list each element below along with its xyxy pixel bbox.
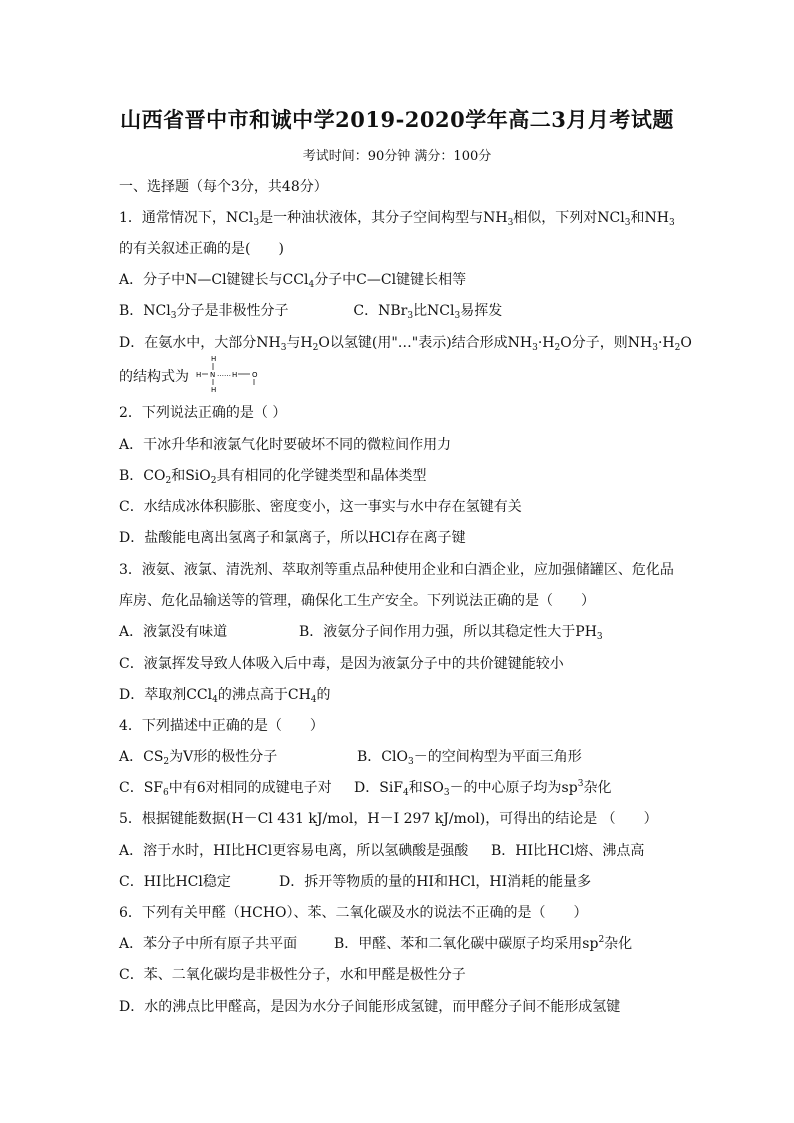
struct-n: N — [210, 371, 216, 379]
struct-hbond-dots: …… — [217, 370, 231, 378]
q4-option-a-b: A．$CS_2$为V形的极性分子 B．ClO$_3$－的空间构型为平面三角形 — [119, 749, 582, 767]
q3-option-a-b: A．液氯没有味道 B．液氨分子间作用力强，所以其稳定性大于$PH_3$ — [119, 624, 603, 642]
q3-stem: 3．液氨、液氯、清洗剂、萃取剂等重点品种使用企业和白酒企业，应加强储罐区、危化品 — [119, 562, 674, 578]
struct-h-left: H — [196, 371, 202, 379]
q6-stem: 6．下列有关甲醛（HCHO）、苯、二氧化碳及水的说法不正确的是（ ） — [119, 905, 588, 921]
q3-stem-2: 库房、危化品输送等的管理，确保化工生产安全。下列说法正确的是（ ） — [119, 593, 595, 609]
q4-option-c-d: C．$SF_6$中有6对相同的成键电子对 D．SiF$_4$和$SO_3-$的中心原子均为$sp^3$杂化 — [119, 779, 612, 798]
struct-h-bridge: H — [232, 371, 238, 379]
struct-o: O — [252, 371, 258, 379]
q5-stem: 5．根据键能数据(H－Cl 431 kJ/mol，H－I 297 kJ/mol)，可得出的结论是 （ ） — [119, 811, 658, 827]
section-heading: 一、选择题（每个3分，共48分） — [119, 179, 328, 195]
q2-option-c: C．水结成冰体积膨胀、密度变小，这一事实与水中存在氢键有关 — [119, 499, 522, 515]
struct-h-bottom: H — [211, 386, 217, 393]
q5-option-a-b: A．溶于水时，HI比HCl更容易电离，所以氢碘酸是强酸 B．HI比HCl熔、沸点高 — [119, 843, 645, 859]
q1-stem-2: 的有关叙述正确的是( ) — [119, 241, 284, 257]
q3-option-c: C．液氯挥发导致人体吸入后中毒，是因为液氯分子中的共价键键能较小 — [119, 656, 564, 672]
struct-h-top: H — [211, 355, 217, 363]
q1-option-b-c: B．NCl$_3$分子是非极性分子 C．NBr$_3$比NCl$_3$易挥发 — [119, 303, 503, 321]
q1-option-d: D．在氨水中，大部分$NH_3$与$H_2O$以氢键(用"…"表示)结合形成$NH_3\cdot H_2O$分子，则$NH_3\cdot H_2O$ — [119, 335, 692, 353]
q6-option-d: D．水的沸点比甲醛高，是因为水分子间能形成氢键，而甲醛分子间不能形成氢键 — [119, 999, 621, 1015]
q6-option-c: C．苯、二氧化碳均是非极性分子，水和甲醛是极性分子 — [119, 967, 466, 983]
exam-subtitle: 考试时间：90分钟 满分：100分 — [302, 149, 492, 164]
q5-option-c-d: C．HI比HCl稳定 D．拆开等物质的量的HI和HCl，HI消耗的能量多 — [119, 874, 592, 890]
q6-option-a-b: A．苯分子中所有原子共平面 B．甲醛、苯和二氧化碳中碳原子均采用$sp^2$杂化 — [119, 935, 633, 952]
q4-stem: 4．下列描述中正确的是（ ） — [119, 718, 324, 734]
nh3-h2o-structure-diagram — [196, 353, 266, 393]
q1-option-a: A．分子中N—Cl键键长与CCl$_4$分子中C—Cl键键长相等 — [119, 272, 467, 290]
q1-option-d-2: 的结构式为 — [119, 369, 189, 385]
q2-stem: 2．下列说法正确的是（ ） — [119, 405, 287, 421]
q1-stem: 1．通常情况下，NCl$_3$是一种油状液体，其分子空间构型与$NH_3$相似，下列对NCl$_3$和$NH_3$ — [119, 210, 675, 228]
q2-option-d: D．盐酸能电离出氢离子和氯离子，所以HCl存在离子键 — [119, 530, 466, 546]
q3-option-d: D．萃取剂CCl$_4$的沸点高于$CH_4$的 — [119, 687, 331, 705]
q2-option-b: B．$CO_2$和SiO$_2$具有相同的化学键类型和晶体类型 — [119, 468, 427, 486]
exam-title: 山西省晋中市和诚中学2019-2020学年高二3月月考试题 — [120, 107, 674, 132]
q2-option-a: A．干冰升华和液氯气化时要破坏不同的微粒间作用力 — [119, 437, 452, 453]
